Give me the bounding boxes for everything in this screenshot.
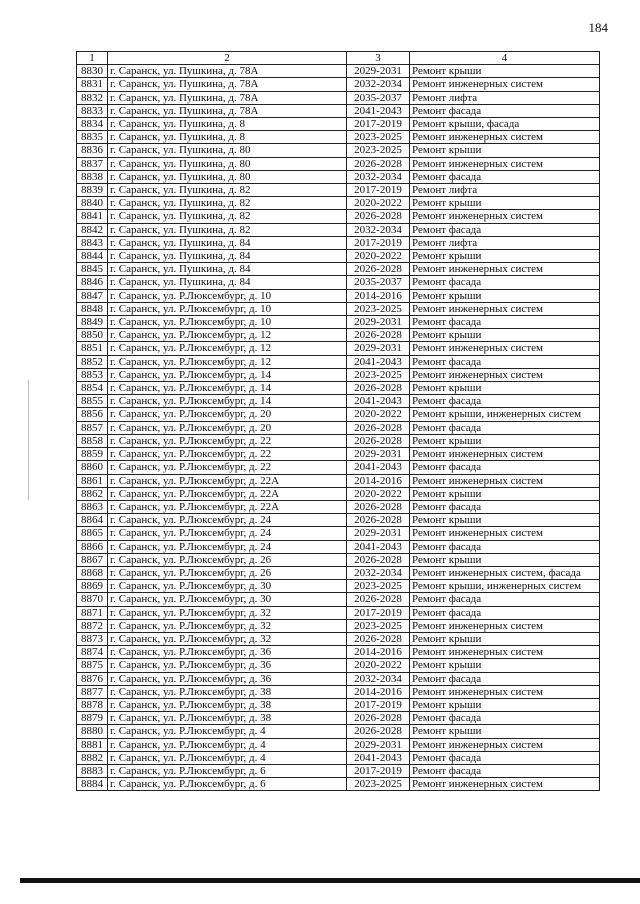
table-row [77, 514, 600, 527]
cell-row-number: 8881 [77, 738, 108, 751]
table-row [77, 421, 600, 434]
table-row [77, 197, 600, 210]
cell-work-type: Ремонт крыши [410, 289, 600, 302]
cell-row-number: 8884 [77, 778, 108, 791]
cell-period: 2026-2028 [347, 382, 410, 395]
cell-work-type: Ремонт фасада [410, 276, 600, 289]
cell-period: 2026-2028 [347, 712, 410, 725]
table-row [77, 131, 600, 144]
table-row [77, 223, 600, 236]
cell-row-number: 8868 [77, 566, 108, 579]
cell-address: г. Саранск, ул. Р.Люксембург, д. 12 [108, 355, 347, 368]
cell-row-number: 8832 [77, 91, 108, 104]
cell-work-type: Ремонт крыши [410, 487, 600, 500]
cell-address: г. Саранск, ул. Пушкина, д. 84 [108, 263, 347, 276]
table-row [77, 157, 600, 170]
cell-period: 2041-2043 [347, 104, 410, 117]
cell-work-type: Ремонт крыши [410, 698, 600, 711]
cell-period: 2023-2025 [347, 580, 410, 593]
table-row [77, 566, 600, 579]
cell-address: г. Саранск, ул. Пушкина, д. 8 [108, 131, 347, 144]
cell-row-number: 8872 [77, 619, 108, 632]
cell-period: 2017-2019 [347, 698, 410, 711]
cell-address: г. Саранск, ул. Р.Люксембург, д. 22А [108, 474, 347, 487]
cell-row-number: 8846 [77, 276, 108, 289]
cell-work-type: Ремонт крыши [410, 659, 600, 672]
table-row [77, 646, 600, 659]
cell-row-number: 8849 [77, 316, 108, 329]
cell-work-type: Ремонт фасада [410, 461, 600, 474]
cell-work-type: Ремонт фасада [410, 540, 600, 553]
scan-bottom-border [20, 878, 640, 883]
table-row [77, 170, 600, 183]
cell-work-type: Ремонт крыши [410, 725, 600, 738]
cell-period: 2032-2034 [347, 672, 410, 685]
cell-row-number: 8854 [77, 382, 108, 395]
cell-address: г. Саранск, ул. Р.Люксембург, д. 12 [108, 329, 347, 342]
cell-work-type: Ремонт фасада [410, 104, 600, 117]
table-row [77, 316, 600, 329]
cell-address: г. Саранск, ул. Р.Люксембург, д. 36 [108, 646, 347, 659]
cell-address: г. Саранск, ул. Пушкина, д. 84 [108, 276, 347, 289]
cell-address: г. Саранск, ул. Пушкина, д. 78А [108, 104, 347, 117]
cell-row-number: 8837 [77, 157, 108, 170]
cell-address: г. Саранск, ул. Р.Люксембург, д. 12 [108, 342, 347, 355]
table-row [77, 276, 600, 289]
cell-address: г. Саранск, ул. Пушкина, д. 82 [108, 223, 347, 236]
cell-period: 2023-2025 [347, 302, 410, 315]
table-row [77, 302, 600, 315]
table-row [77, 659, 600, 672]
cell-address: г. Саранск, ул. Р.Люксембург, д. 4 [108, 725, 347, 738]
cell-address: г. Саранск, ул. Р.Люксембург, д. 22 [108, 434, 347, 447]
cell-work-type: Ремонт фасада [410, 223, 600, 236]
cell-address: г. Саранск, ул. Р.Люксембург, д. 4 [108, 751, 347, 764]
cell-period: 2023-2025 [347, 778, 410, 791]
cell-row-number: 8859 [77, 448, 108, 461]
cell-row-number: 8833 [77, 104, 108, 117]
cell-period: 2023-2025 [347, 131, 410, 144]
cell-address: г. Саранск, ул. Р.Люксембург, д. 14 [108, 368, 347, 381]
cell-address: г. Саранск, ул. Р.Люксембург, д. 22 [108, 461, 347, 474]
cell-row-number: 8860 [77, 461, 108, 474]
cell-address: г. Саранск, ул. Р.Люксембург, д. 30 [108, 593, 347, 606]
table-body [77, 65, 600, 791]
table-row [77, 184, 600, 197]
cell-row-number: 8870 [77, 593, 108, 606]
table-row [77, 500, 600, 513]
cell-period: 2035-2037 [347, 91, 410, 104]
cell-address: г. Саранск, ул. Р.Люксембург, д. 36 [108, 672, 347, 685]
cell-period: 2041-2043 [347, 355, 410, 368]
cell-period: 2026-2028 [347, 593, 410, 606]
cell-address: г. Саранск, ул. Р.Люксембург, д. 10 [108, 316, 347, 329]
cell-row-number: 8847 [77, 289, 108, 302]
cell-work-type: Ремонт крыши [410, 632, 600, 645]
cell-work-type: Ремонт инженерных систем [410, 738, 600, 751]
cell-work-type: Ремонт фасада [410, 764, 600, 777]
column-header-3: 3 [347, 52, 410, 65]
cell-period: 2014-2016 [347, 289, 410, 302]
cell-period: 2020-2022 [347, 487, 410, 500]
cell-period: 2014-2016 [347, 685, 410, 698]
cell-period: 2029-2031 [347, 448, 410, 461]
cell-row-number: 8844 [77, 250, 108, 263]
cell-work-type: Ремонт крыши, инженерных систем [410, 580, 600, 593]
cell-row-number: 8853 [77, 368, 108, 381]
cell-period: 2029-2031 [347, 316, 410, 329]
cell-period: 2026-2028 [347, 157, 410, 170]
cell-address: г. Саранск, ул. Р.Люксембург, д. 6 [108, 764, 347, 777]
cell-address: г. Саранск, ул. Пушкина, д. 82 [108, 210, 347, 223]
cell-work-type: Ремонт инженерных систем [410, 527, 600, 540]
table-row [77, 685, 600, 698]
table-row [77, 434, 600, 447]
cell-address: г. Саранск, ул. Р.Люксембург, д. 22 [108, 448, 347, 461]
cell-work-type: Ремонт крыши [410, 197, 600, 210]
table-row [77, 408, 600, 421]
cell-work-type: Ремонт фасада [410, 712, 600, 725]
table-row [77, 540, 600, 553]
cell-period: 2029-2031 [347, 738, 410, 751]
cell-period: 2029-2031 [347, 65, 410, 78]
cell-address: г. Саранск, ул. Пушкина, д. 80 [108, 157, 347, 170]
cell-work-type: Ремонт крыши [410, 382, 600, 395]
cell-address: г. Саранск, ул. Р.Люксембург, д. 24 [108, 527, 347, 540]
cell-work-type: Ремонт лифта [410, 91, 600, 104]
cell-period: 2017-2019 [347, 606, 410, 619]
cell-row-number: 8856 [77, 408, 108, 421]
cell-row-number: 8842 [77, 223, 108, 236]
cell-work-type: Ремонт инженерных систем [410, 210, 600, 223]
cell-row-number: 8876 [77, 672, 108, 685]
cell-address: г. Саранск, ул. Р.Люксембург, д. 20 [108, 421, 347, 434]
cell-period: 2017-2019 [347, 764, 410, 777]
cell-row-number: 8834 [77, 118, 108, 131]
cell-work-type: Ремонт фасада [410, 316, 600, 329]
table-row [77, 342, 600, 355]
cell-row-number: 8858 [77, 434, 108, 447]
cell-period: 2032-2034 [347, 170, 410, 183]
cell-row-number: 8869 [77, 580, 108, 593]
cell-work-type: Ремонт крыши [410, 250, 600, 263]
cell-work-type: Ремонт инженерных систем [410, 474, 600, 487]
cell-work-type: Ремонт фасада [410, 751, 600, 764]
table-row [77, 712, 600, 725]
cell-work-type: Ремонт фасада [410, 606, 600, 619]
table-row [77, 593, 600, 606]
table-row [77, 448, 600, 461]
cell-period: 2029-2031 [347, 527, 410, 540]
cell-row-number: 8855 [77, 395, 108, 408]
cell-period: 2023-2025 [347, 619, 410, 632]
cell-work-type: Ремонт инженерных систем [410, 78, 600, 91]
cell-address: г. Саранск, ул. Р.Люксембург, д. 30 [108, 580, 347, 593]
table-row [77, 580, 600, 593]
cell-work-type: Ремонт фасада [410, 500, 600, 513]
cell-row-number: 8835 [77, 131, 108, 144]
cell-period: 2032-2034 [347, 566, 410, 579]
cell-row-number: 8879 [77, 712, 108, 725]
table-row [77, 144, 600, 157]
cell-period: 2020-2022 [347, 408, 410, 421]
column-header-2: 2 [108, 52, 347, 65]
cell-work-type: Ремонт инженерных систем [410, 302, 600, 315]
cell-row-number: 8845 [77, 263, 108, 276]
cell-work-type: Ремонт инженерных систем [410, 342, 600, 355]
cell-work-type: Ремонт крыши [410, 514, 600, 527]
cell-period: 2026-2028 [347, 421, 410, 434]
cell-row-number: 8878 [77, 698, 108, 711]
cell-period: 2041-2043 [347, 751, 410, 764]
cell-address: г. Саранск, ул. Пушкина, д. 8 [108, 118, 347, 131]
cell-period: 2020-2022 [347, 250, 410, 263]
cell-work-type: Ремонт фасада [410, 421, 600, 434]
cell-row-number: 8877 [77, 685, 108, 698]
cell-address: г. Саранск, ул. Пушкина, д. 78А [108, 78, 347, 91]
cell-period: 2026-2028 [347, 632, 410, 645]
cell-work-type: Ремонт инженерных систем, фасада [410, 566, 600, 579]
cell-address: г. Саранск, ул. Р.Люксембург, д. 24 [108, 540, 347, 553]
cell-address: г. Саранск, ул. Р.Люксембург, д. 4 [108, 738, 347, 751]
table-row [77, 65, 600, 78]
page-number: 184 [588, 20, 608, 35]
cell-work-type: Ремонт инженерных систем [410, 646, 600, 659]
table-row [77, 329, 600, 342]
cell-row-number: 8867 [77, 553, 108, 566]
table-row [77, 355, 600, 368]
cell-row-number: 8873 [77, 632, 108, 645]
cell-period: 2023-2025 [347, 144, 410, 157]
cell-period: 2026-2028 [347, 725, 410, 738]
table-row [77, 778, 600, 791]
table-row [77, 118, 600, 131]
scan-edge-mark [28, 380, 29, 500]
cell-row-number: 8851 [77, 342, 108, 355]
table-row [77, 764, 600, 777]
cell-work-type: Ремонт инженерных систем [410, 448, 600, 461]
table-row [77, 289, 600, 302]
cell-address: г. Саранск, ул. Пушкина, д. 78А [108, 91, 347, 104]
cell-address: г. Саранск, ул. Р.Люксембург, д. 38 [108, 698, 347, 711]
cell-address: г. Саранск, ул. Р.Люксембург, д. 32 [108, 632, 347, 645]
cell-row-number: 8839 [77, 184, 108, 197]
cell-period: 2035-2037 [347, 276, 410, 289]
cell-row-number: 8871 [77, 606, 108, 619]
cell-address: г. Саранск, ул. Р.Люксембург, д. 14 [108, 395, 347, 408]
cell-row-number: 8830 [77, 65, 108, 78]
cell-address: г. Саранск, ул. Р.Люксембург, д. 32 [108, 606, 347, 619]
table-row [77, 78, 600, 91]
cell-address: г. Саранск, ул. Пушкина, д. 84 [108, 250, 347, 263]
table-row [77, 250, 600, 263]
table-row [77, 751, 600, 764]
table-row [77, 487, 600, 500]
cell-address: г. Саранск, ул. Р.Люксембург, д. 10 [108, 289, 347, 302]
table-row [77, 619, 600, 632]
cell-address: г. Саранск, ул. Р.Люксембург, д. 10 [108, 302, 347, 315]
table-row [77, 236, 600, 249]
repair-schedule-table [76, 51, 600, 791]
cell-period: 2026-2028 [347, 263, 410, 276]
cell-address: г. Саранск, ул. Р.Люксембург, д. 20 [108, 408, 347, 421]
cell-address: г. Саранск, ул. Р.Люксембург, д. 38 [108, 712, 347, 725]
cell-row-number: 8874 [77, 646, 108, 659]
table-row [77, 104, 600, 117]
cell-row-number: 8843 [77, 236, 108, 249]
cell-period: 2020-2022 [347, 197, 410, 210]
cell-period: 2041-2043 [347, 395, 410, 408]
cell-work-type: Ремонт инженерных систем [410, 131, 600, 144]
cell-work-type: Ремонт инженерных систем [410, 368, 600, 381]
cell-address: г. Саранск, ул. Р.Люксембург, д. 32 [108, 619, 347, 632]
table-header-row [77, 52, 600, 65]
cell-period: 2014-2016 [347, 474, 410, 487]
cell-work-type: Ремонт крыши [410, 329, 600, 342]
cell-row-number: 8861 [77, 474, 108, 487]
cell-work-type: Ремонт крыши [410, 553, 600, 566]
cell-row-number: 8863 [77, 500, 108, 513]
cell-period: 2014-2016 [347, 646, 410, 659]
cell-row-number: 8865 [77, 527, 108, 540]
cell-work-type: Ремонт фасада [410, 395, 600, 408]
cell-period: 2026-2028 [347, 434, 410, 447]
cell-address: г. Саранск, ул. Р.Люксембург, д. 26 [108, 566, 347, 579]
cell-row-number: 8852 [77, 355, 108, 368]
cell-row-number: 8857 [77, 421, 108, 434]
cell-work-type: Ремонт фасада [410, 170, 600, 183]
cell-period: 2026-2028 [347, 514, 410, 527]
cell-period: 2017-2019 [347, 184, 410, 197]
cell-row-number: 8875 [77, 659, 108, 672]
cell-work-type: Ремонт инженерных систем [410, 778, 600, 791]
cell-work-type: Ремонт лифта [410, 184, 600, 197]
cell-work-type: Ремонт фасада [410, 672, 600, 685]
cell-address: г. Саранск, ул. Р.Люксембург, д. 36 [108, 659, 347, 672]
cell-period: 2026-2028 [347, 500, 410, 513]
cell-address: г. Саранск, ул. Р.Люксембург, д. 14 [108, 382, 347, 395]
table-row [77, 672, 600, 685]
cell-address: г. Саранск, ул. Пушкина, д. 80 [108, 144, 347, 157]
cell-work-type: Ремонт крыши, фасада [410, 118, 600, 131]
cell-work-type: Ремонт инженерных систем [410, 263, 600, 276]
cell-period: 2026-2028 [347, 329, 410, 342]
cell-work-type: Ремонт лифта [410, 236, 600, 249]
cell-row-number: 8841 [77, 210, 108, 223]
cell-row-number: 8836 [77, 144, 108, 157]
table-row [77, 368, 600, 381]
cell-row-number: 8850 [77, 329, 108, 342]
cell-period: 2017-2019 [347, 236, 410, 249]
cell-address: г. Саранск, ул. Р.Люксембург, д. 22А [108, 487, 347, 500]
cell-row-number: 8848 [77, 302, 108, 315]
cell-work-type: Ремонт крыши [410, 144, 600, 157]
table-row [77, 527, 600, 540]
cell-period: 2026-2028 [347, 553, 410, 566]
cell-row-number: 8864 [77, 514, 108, 527]
cell-period: 2041-2043 [347, 461, 410, 474]
cell-work-type: Ремонт инженерных систем [410, 619, 600, 632]
cell-address: г. Саранск, ул. Пушкина, д. 80 [108, 170, 347, 183]
cell-period: 2032-2034 [347, 78, 410, 91]
table-row [77, 632, 600, 645]
table-row [77, 725, 600, 738]
cell-work-type: Ремонт крыши, инженерных систем [410, 408, 600, 421]
cell-work-type: Ремонт инженерных систем [410, 685, 600, 698]
table-row [77, 606, 600, 619]
table-row [77, 210, 600, 223]
cell-address: г. Саранск, ул. Р.Люксембург, д. 22А [108, 500, 347, 513]
cell-row-number: 8862 [77, 487, 108, 500]
cell-period: 2026-2028 [347, 210, 410, 223]
column-header-4: 4 [410, 52, 600, 65]
cell-address: г. Саранск, ул. Р.Люксембург, д. 6 [108, 778, 347, 791]
cell-row-number: 8882 [77, 751, 108, 764]
cell-period: 2029-2031 [347, 342, 410, 355]
table-row [77, 698, 600, 711]
cell-row-number: 8840 [77, 197, 108, 210]
cell-period: 2032-2034 [347, 223, 410, 236]
cell-row-number: 8866 [77, 540, 108, 553]
table-row [77, 91, 600, 104]
table-row [77, 738, 600, 751]
cell-work-type: Ремонт крыши [410, 434, 600, 447]
cell-address: г. Саранск, ул. Р.Люксембург, д. 24 [108, 514, 347, 527]
cell-row-number: 8883 [77, 764, 108, 777]
cell-row-number: 8831 [77, 78, 108, 91]
cell-work-type: Ремонт инженерных систем [410, 157, 600, 170]
cell-work-type: Ремонт фасада [410, 355, 600, 368]
table-row [77, 461, 600, 474]
cell-work-type: Ремонт крыши [410, 65, 600, 78]
cell-period: 2041-2043 [347, 540, 410, 553]
table-row [77, 474, 600, 487]
cell-period: 2023-2025 [347, 368, 410, 381]
cell-address: г. Саранск, ул. Пушкина, д. 84 [108, 236, 347, 249]
column-header-1: 1 [77, 52, 108, 65]
table-row [77, 553, 600, 566]
cell-address: г. Саранск, ул. Пушкина, д. 82 [108, 184, 347, 197]
cell-address: г. Саранск, ул. Р.Люксембург, д. 38 [108, 685, 347, 698]
table-row [77, 395, 600, 408]
cell-period: 2020-2022 [347, 659, 410, 672]
cell-address: г. Саранск, ул. Пушкина, д. 78А [108, 65, 347, 78]
table-row [77, 382, 600, 395]
cell-work-type: Ремонт фасада [410, 593, 600, 606]
cell-row-number: 8880 [77, 725, 108, 738]
table-row [77, 263, 600, 276]
cell-address: г. Саранск, ул. Пушкина, д. 82 [108, 197, 347, 210]
cell-period: 2017-2019 [347, 118, 410, 131]
cell-address: г. Саранск, ул. Р.Люксембург, д. 26 [108, 553, 347, 566]
cell-row-number: 8838 [77, 170, 108, 183]
